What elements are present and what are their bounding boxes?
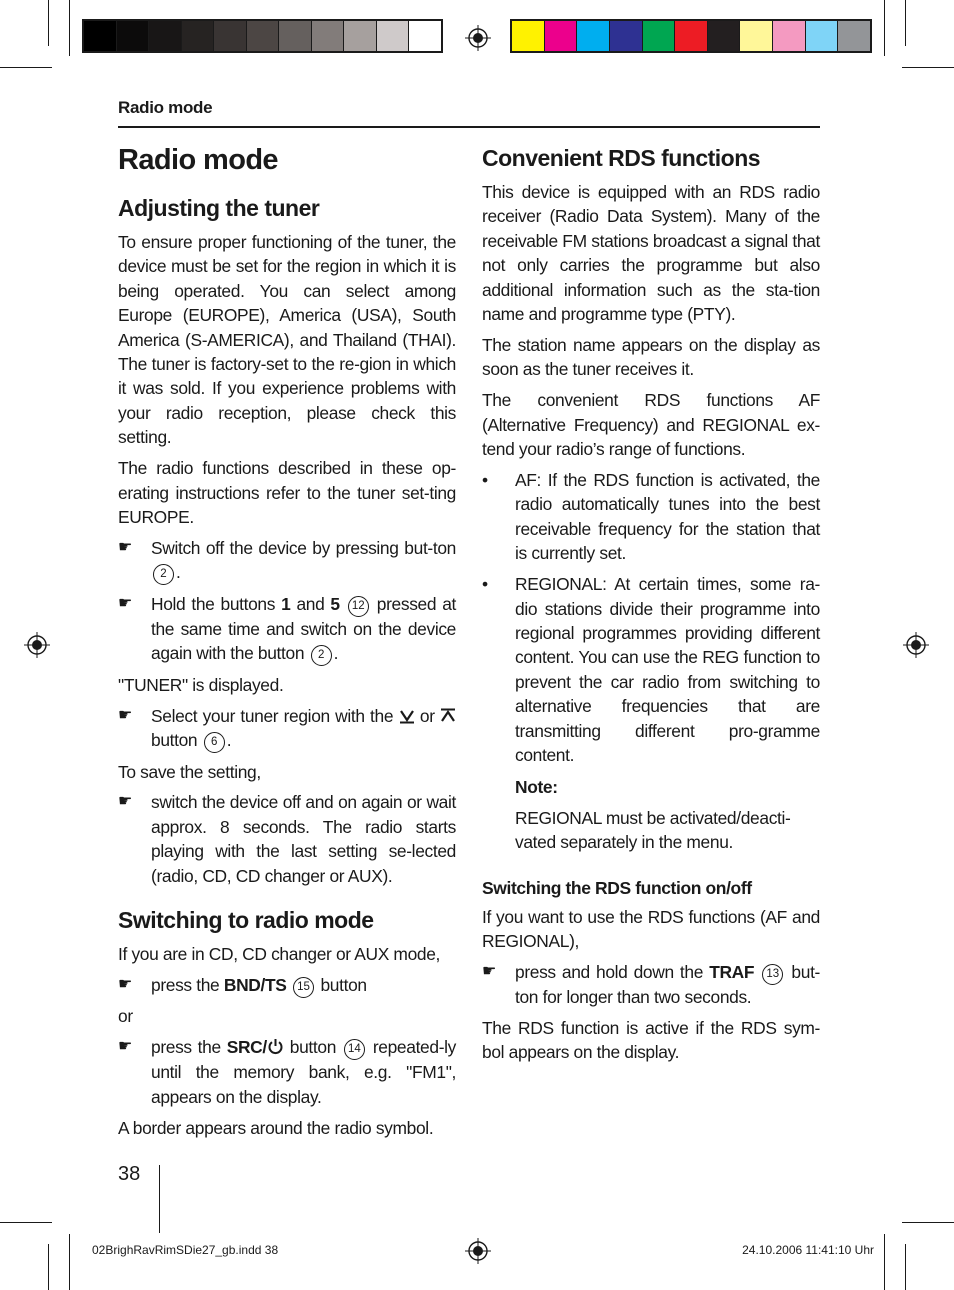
arrow-down-button-icon <box>399 708 415 724</box>
bullet-item: • REGIONAL: At certain times, some ra-dio stations divide their programme into regional programmes providing different content. You can use the REG function to prevent the car radio from switching to alternative frequencies that are transmitting different pro-gramme content. <box>482 574 820 765</box>
pointing-hand-icon: ☛ <box>118 706 132 724</box>
paragraph: If you want to use the RDS functions (AF and REGIONAL), <box>482 906 820 951</box>
color-swatch <box>806 21 839 51</box>
footer-file-info: 02BrighRavRimSDie27_gb.indd 38 <box>92 1243 279 1257</box>
paragraph: The radio functions described in these op-erating instructions refer to the tuner set-ting EUROPE. <box>118 458 456 527</box>
instruction-step: ☛ Select your tuner region with the or button 6 . <box>118 704 456 753</box>
note-text: REGIONAL must be activated/deacti-vated separately in the menu. <box>515 807 791 853</box>
power-icon <box>267 1038 284 1055</box>
pointing-hand-icon: ☛ <box>118 793 132 811</box>
color-swatch <box>740 21 773 51</box>
grayscale-calibration-bar <box>82 19 443 53</box>
section-heading-switching-radio-mode: Switching to radio mode <box>118 907 374 934</box>
button-number-badge: 13 <box>762 964 783 985</box>
section-heading-rds-functions: Convenient RDS functions <box>482 145 761 171</box>
color-swatch <box>344 21 377 51</box>
key-label: 5 <box>330 593 340 614</box>
instruction-step: ☛ press and hold down the TRAF 13 but-ton for longer than two seconds. <box>482 961 820 1007</box>
color-swatch <box>610 21 643 51</box>
crop-mark <box>902 67 954 68</box>
paragraph: To save the setting, <box>118 761 261 782</box>
page-number: 38 <box>118 1163 141 1185</box>
instruction-step: ☛ press the SRC/ button 14 repeated-ly until the memory bank, e.g. "FM1", appears on the display. <box>118 1037 456 1107</box>
instruction-step: ☛ switch the device off and on again or wait approx. 8 seconds. The radio starts playing with the last setting se-lected (radio, CD, CD changer or AUX). <box>118 792 456 886</box>
button-number-badge: 6 <box>204 732 225 753</box>
note-block <box>482 775 820 854</box>
arrow-up-button-icon <box>440 708 456 724</box>
paragraph: The RDS function is active if the RDS sym-bol appears on the display. <box>482 1017 820 1063</box>
registration-mark-icon <box>465 25 491 51</box>
crop-mark <box>884 0 885 56</box>
paragraph: A border appears around the radio symbol. <box>118 1117 434 1138</box>
color-swatch <box>577 21 610 51</box>
paragraph: To ensure proper functioning of the tuner, the device must be set for the region in which it is being operated. You can select among Europe (EUROPE), America (USA), South America (S-AMERICA), and Thailand (THAI). The tuner is factory-set to the re-gion in which it was sold. If you experience problems with your radio reception, please check this setting. <box>118 232 456 448</box>
color-swatch <box>512 21 545 51</box>
footer-timestamp: 24.10.2006 11:41:10 Uhr <box>742 1243 874 1257</box>
right-column <box>482 140 820 1071</box>
paragraph: The station name appears on the display as soon as the tuner receives it. <box>482 334 820 380</box>
registration-mark-icon <box>24 632 50 658</box>
page-title: Radio mode <box>118 144 278 176</box>
header-rule <box>118 126 820 128</box>
color-swatch <box>643 21 676 51</box>
key-label: TRAF <box>709 961 755 982</box>
running-header: Radio mode <box>118 98 213 117</box>
pointing-hand-icon: ☛ <box>118 594 132 612</box>
color-swatch <box>545 21 578 51</box>
pointing-hand-icon: ☛ <box>118 975 132 993</box>
note-title: Note: <box>515 777 558 798</box>
color-swatch <box>182 21 215 51</box>
crop-mark <box>905 0 906 46</box>
pointing-hand-icon: ☛ <box>482 962 496 980</box>
registration-mark-icon <box>903 632 929 658</box>
color-swatch <box>214 21 247 51</box>
instruction-step: ☛ Switch off the device by pressing but-ton 2 . <box>118 536 456 585</box>
color-swatch <box>247 21 280 51</box>
crop-mark <box>0 67 52 68</box>
crop-mark <box>905 1244 906 1290</box>
paragraph: If you are in CD, CD changer or AUX mode, <box>118 944 441 965</box>
crop-mark <box>69 0 70 56</box>
color-swatch <box>675 21 708 51</box>
button-number-badge: 2 <box>311 645 332 666</box>
section-heading-adjusting-tuner: Adjusting the tuner <box>118 195 320 221</box>
button-number-badge: 2 <box>153 564 174 585</box>
instruction-step: ☛ Hold the buttons 1 and 5 12 pressed at the same time and switch on the device again with the button 2 . <box>118 592 456 666</box>
instruction-step: ☛ press the BND/TS 15 button <box>118 973 456 998</box>
paragraph: This device is equipped with an RDS radio receiver (Radio Data System). Many of the receivable FM stations broadcast a signal that not only carries the programme but also additional information such as the sta-tion name and programme type (PTY). <box>482 182 820 325</box>
crop-mark <box>69 1234 70 1290</box>
color-swatch <box>117 21 150 51</box>
registration-mark-icon <box>465 1238 491 1264</box>
key-label: SRC/ <box>226 1037 267 1058</box>
color-swatch <box>377 21 410 51</box>
subsection-heading-rds-on-off: Switching the RDS function on/off <box>482 877 752 898</box>
crop-mark <box>902 1222 954 1223</box>
color-swatch <box>409 21 441 51</box>
button-number-badge: 15 <box>293 977 314 998</box>
button-number-badge: 14 <box>344 1039 365 1060</box>
color-swatch <box>838 21 870 51</box>
crop-mark <box>0 1222 52 1223</box>
key-label: 1 <box>281 593 291 614</box>
left-column <box>118 140 456 1147</box>
pointing-hand-icon: ☛ <box>118 538 132 556</box>
button-number-badge: 12 <box>348 596 369 617</box>
color-swatch <box>279 21 312 51</box>
color-swatch <box>708 21 741 51</box>
bullet-item: • AF: If the RDS function is activated, the radio automatically tunes into the best receivable frequency for the station that is currently set. <box>482 469 820 564</box>
color-swatch <box>773 21 806 51</box>
paragraph: "TUNER" is displayed. <box>118 674 284 695</box>
color-swatch <box>149 21 182 51</box>
color-swatch <box>312 21 345 51</box>
paragraph: The convenient RDS functions AF (Alternative Frequency) and REGIONAL ex-tend your radio’s range of functions. <box>482 390 820 460</box>
color-swatch <box>84 21 117 51</box>
page-number-rule <box>159 1165 160 1233</box>
crop-mark <box>48 0 49 46</box>
crop-mark <box>884 1234 885 1290</box>
crop-mark <box>48 1244 49 1290</box>
key-label: BND/TS <box>223 974 287 995</box>
paragraph: or <box>118 1006 133 1027</box>
pointing-hand-icon: ☛ <box>118 1038 132 1056</box>
color-calibration-bar <box>510 19 872 53</box>
